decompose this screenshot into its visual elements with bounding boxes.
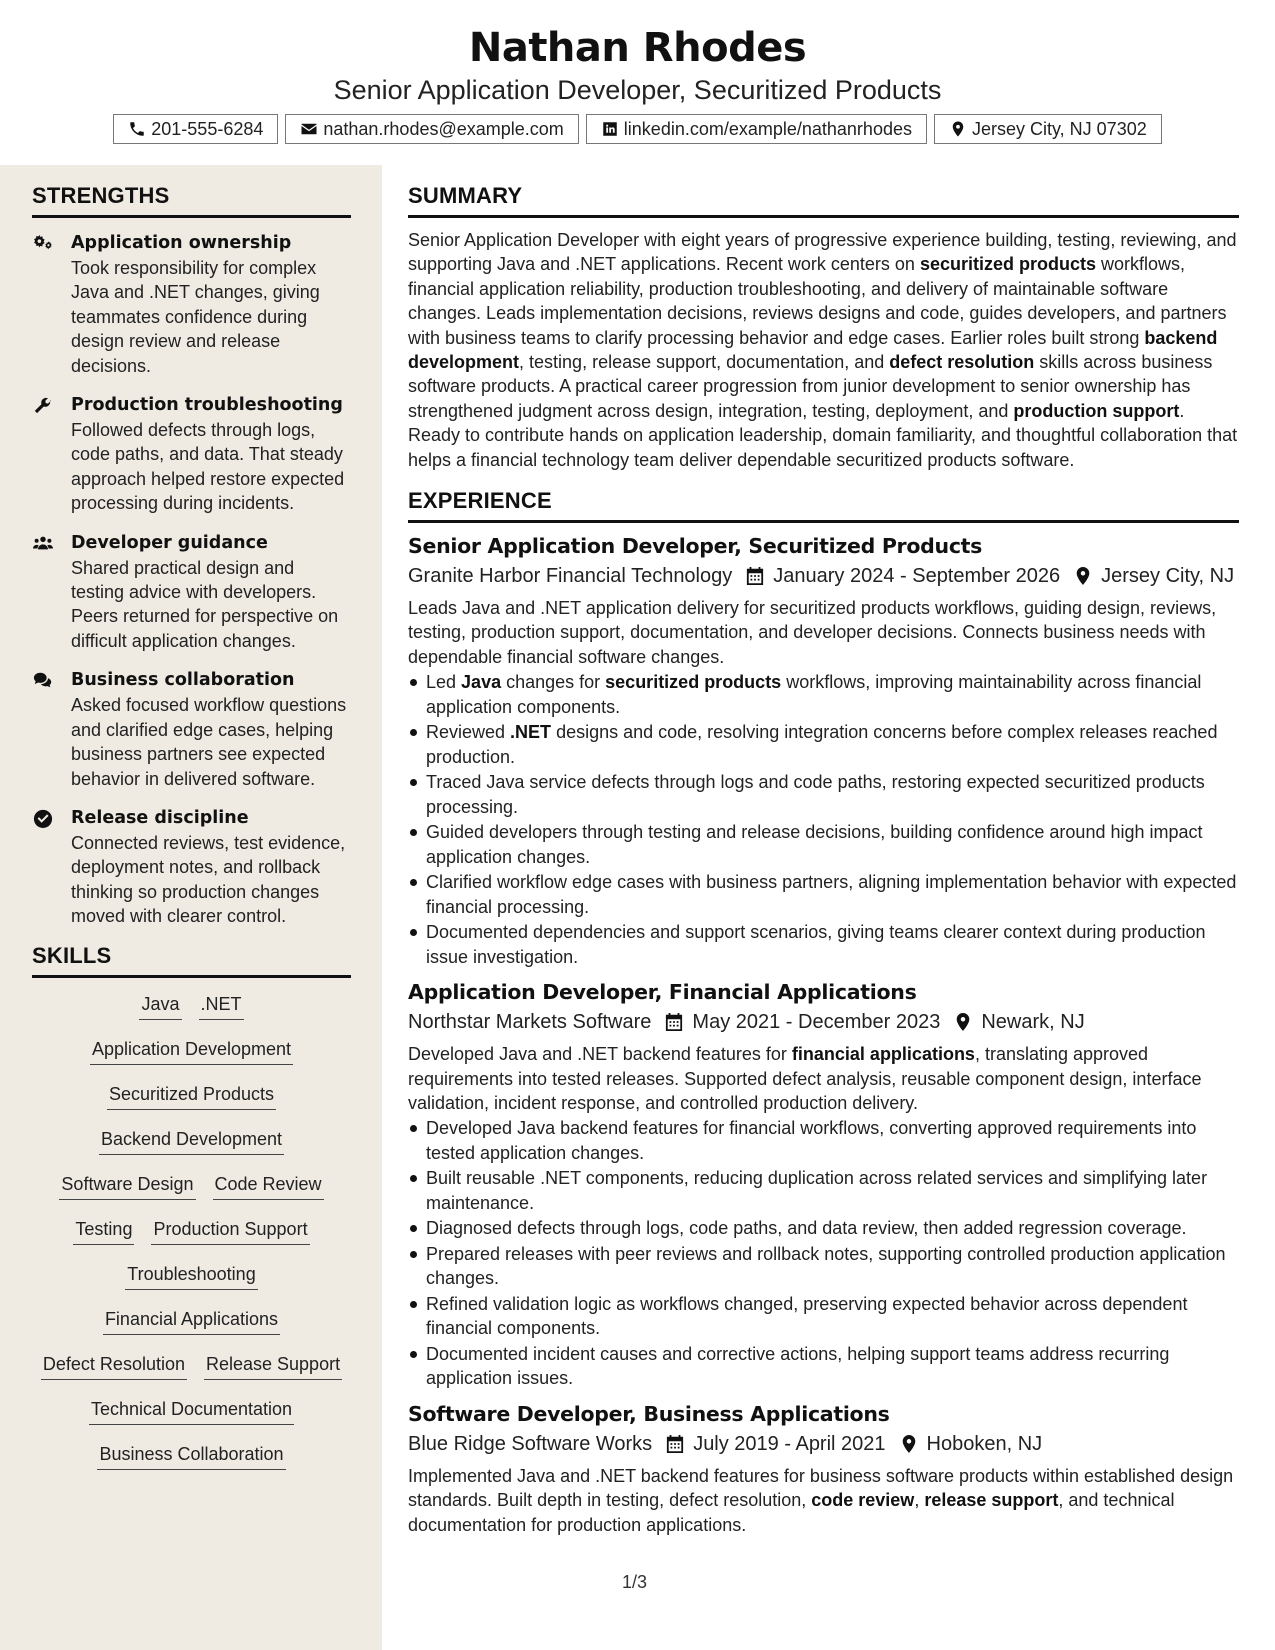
strength-title: Developer guidance bbox=[71, 532, 268, 553]
linkedin-text: linkedin.com/example/nathanrhodes bbox=[623, 118, 912, 139]
skill-tag: Code Review bbox=[213, 1172, 324, 1200]
job-bullet bbox=[408, 720, 1239, 769]
skill-tag: Financial Applications bbox=[103, 1307, 280, 1335]
skills-heading: SKILLS bbox=[32, 943, 351, 978]
calendar-icon bbox=[665, 1012, 683, 1032]
job-description bbox=[408, 1042, 1239, 1115]
text-run: Prepared releases with peer reviews and rollback notes, supporting controlled production application changes. bbox=[426, 1243, 1226, 1289]
text-run: Leads Java and .NET application delivery for securitized products workflows, guiding design, reviews, testing, production support, documentation, and developer decisions. Connects business needs with dependable financial software changes. bbox=[408, 598, 1217, 667]
strength-item bbox=[32, 805, 351, 929]
strength-description: Followed defects through logs, code paths, and data. That steady approach helped restore expected processing during incidents. bbox=[71, 420, 345, 514]
skill-row bbox=[32, 1172, 351, 1217]
strength-item bbox=[32, 530, 351, 654]
strength-title: Release discipline bbox=[71, 807, 249, 828]
comments-icon bbox=[32, 667, 71, 791]
job-location: Hoboken, NJ bbox=[926, 1432, 1043, 1455]
text-run: , translating approved requirements into tested releases. Supported defect analysis, reusable component design, interface validation, incident response, and controlled production delivery. bbox=[408, 1044, 1202, 1113]
job-location-group bbox=[900, 1429, 1043, 1459]
emphasized-text: backend development bbox=[408, 327, 1218, 373]
skill-tag: Testing bbox=[73, 1217, 134, 1245]
job-entry bbox=[408, 977, 1239, 1391]
experience-list bbox=[408, 531, 1239, 1537]
strength-item bbox=[32, 667, 351, 791]
strength-description: Took responsibility for complex Java and .NET changes, giving teammates confidence during design review and release decisions. bbox=[71, 258, 320, 376]
emphasized-text: .NET bbox=[510, 722, 552, 743]
users-icon bbox=[32, 530, 71, 654]
text-run: , testing, release support, documentation, and bbox=[519, 352, 890, 373]
emphasized-text: securitized products bbox=[605, 672, 782, 693]
job-bullet bbox=[408, 1342, 1239, 1391]
emphasized-text: financial applications bbox=[791, 1044, 975, 1065]
skill-row bbox=[32, 1397, 351, 1442]
strength-description: Shared practical design and testing advice with developers. Peers returned for perspective on difficult application changes. bbox=[71, 557, 339, 651]
job-role: Software Developer, Business Applications bbox=[408, 1401, 890, 1426]
contact-bar bbox=[0, 114, 1275, 144]
contact-linkedin[interactable] bbox=[586, 114, 927, 144]
job-location-group bbox=[954, 1007, 1084, 1037]
job-bullet bbox=[408, 1242, 1239, 1291]
emphasized-text: defect resolution bbox=[889, 352, 1035, 373]
phone-text: 201-555-6284 bbox=[151, 118, 264, 139]
candidate-name: Nathan Rhodes bbox=[468, 25, 807, 71]
job-dates-group bbox=[746, 561, 1060, 591]
emphasized-text: code review bbox=[811, 1490, 915, 1511]
job-bullet bbox=[408, 820, 1239, 869]
text-run: Senior Application Developer with eight years of progressive experience building, testing, reviewing, and supporting Java and .NET applications. Recent work centers on bbox=[408, 230, 1237, 275]
job-description bbox=[408, 1464, 1239, 1537]
job-bullet bbox=[408, 770, 1239, 819]
emphasized-text: release support bbox=[924, 1490, 1059, 1511]
strength-title: Production troubleshooting bbox=[71, 395, 343, 416]
job-company: Northstar Markets Software bbox=[408, 1011, 652, 1034]
job-dates: May 2021 - December 2023 bbox=[692, 1011, 941, 1034]
skill-tag: Securitized Products bbox=[107, 1082, 276, 1110]
job-dates-group bbox=[665, 1007, 940, 1037]
strength-item bbox=[32, 392, 351, 516]
text-run: changes for bbox=[501, 672, 606, 693]
contact-location[interactable] bbox=[934, 114, 1162, 144]
linkedin-icon bbox=[601, 120, 619, 138]
skill-tag: Application Development bbox=[90, 1037, 293, 1065]
skill-tag: .NET bbox=[199, 992, 244, 1020]
job-role: Application Developer, Financial Applications bbox=[408, 980, 917, 1005]
job-bullet bbox=[408, 1292, 1239, 1341]
job-dates: July 2019 - April 2021 bbox=[693, 1432, 886, 1455]
text-run: Refined validation logic as workflows changed, preserving expected behavior across dependent financial components. bbox=[426, 1293, 1188, 1339]
skill-row bbox=[32, 1352, 351, 1397]
job-bullet bbox=[408, 920, 1239, 969]
skill-tag: Backend Development bbox=[99, 1127, 284, 1155]
job-bullet bbox=[408, 1216, 1239, 1240]
map-marker-icon bbox=[949, 120, 967, 138]
strength-body bbox=[71, 805, 351, 929]
strengths-list bbox=[32, 230, 351, 929]
resume-header bbox=[0, 0, 1275, 165]
job-bullets bbox=[408, 670, 1239, 969]
candidate-title: Senior Application Developer, Securitized Products bbox=[333, 75, 942, 105]
text-run: Documented dependencies and support scenarios, giving teams clearer context during production issue investigation. bbox=[426, 922, 1206, 967]
job-entry bbox=[408, 531, 1239, 969]
phone-icon bbox=[128, 120, 146, 138]
strength-body bbox=[71, 530, 351, 654]
text-run: designs and code, resolving integration concerns before complex releases reached production. bbox=[426, 722, 1218, 767]
skill-tag: Software Design bbox=[59, 1172, 195, 1200]
map-marker-icon bbox=[900, 1434, 918, 1454]
job-meta bbox=[408, 1007, 1239, 1037]
emphasized-text: Java bbox=[461, 672, 502, 693]
summary-text bbox=[408, 228, 1239, 472]
strength-description: Connected reviews, test evidence, deployment notes, and rollback thinking so production changes moved with clearer control. bbox=[71, 832, 346, 927]
job-company: Blue Ridge Software Works bbox=[408, 1432, 653, 1455]
skill-tag: Business Collaboration bbox=[97, 1442, 285, 1470]
job-location: Jersey City, NJ bbox=[1101, 565, 1235, 588]
skill-row bbox=[32, 1262, 351, 1307]
calendar-icon bbox=[666, 1434, 684, 1454]
job-location: Newark, NJ bbox=[981, 1011, 1085, 1034]
text-run: skills across business software products. A practical career progression from junior development to senior ownership has strengthened judgment across design, integration, testing, deployment, and bbox=[408, 352, 1213, 421]
map-marker-icon bbox=[1074, 566, 1092, 586]
text-run: . Ready to contribute hands on application leadership, domain familiarity, and thoughtful collaboration that helps a financial technology team deliver dependable securitized products software. bbox=[408, 400, 1238, 470]
job-bullet bbox=[408, 1116, 1239, 1165]
main-column bbox=[382, 165, 1275, 1538]
text-run: Diagnosed defects through logs, code paths, and data review, then added regression coverage. bbox=[426, 1218, 1187, 1239]
text-run: Traced Java service defects through logs and code paths, restoring expected securitized products processing. bbox=[426, 772, 1205, 817]
skill-row bbox=[32, 1307, 351, 1352]
job-dates: January 2024 - September 2026 bbox=[773, 565, 1061, 588]
job-bullet bbox=[408, 670, 1239, 719]
strength-title: Application ownership bbox=[71, 233, 292, 253]
text-run: Reviewed bbox=[426, 722, 511, 743]
skill-row bbox=[32, 992, 351, 1037]
job-bullet bbox=[408, 870, 1239, 919]
map-marker-icon bbox=[954, 1012, 972, 1032]
job-meta bbox=[408, 1429, 1239, 1459]
job-dates-group bbox=[666, 1429, 885, 1459]
job-bullets bbox=[408, 1116, 1239, 1390]
job-role: Senior Application Developer, Securitized Products bbox=[408, 534, 983, 559]
job-description bbox=[408, 596, 1239, 669]
text-run: , and technical documentation for production applications. bbox=[408, 1490, 1175, 1535]
text-run: Guided developers through testing and release decisions, building confidence around high impact application changes. bbox=[426, 822, 1203, 867]
skill-row bbox=[32, 1127, 351, 1172]
wrench-icon bbox=[32, 392, 71, 516]
envelope-icon bbox=[300, 120, 318, 138]
calendar-icon bbox=[746, 566, 764, 586]
strength-body bbox=[71, 667, 351, 791]
job-entry bbox=[408, 1399, 1239, 1537]
skill-tag: Troubleshooting bbox=[125, 1262, 257, 1290]
text-run: workflows, improving maintainability across financial application components. bbox=[426, 672, 1202, 717]
check-circle-icon bbox=[32, 805, 71, 929]
skill-row bbox=[32, 1217, 351, 1262]
skill-row bbox=[32, 1082, 351, 1127]
location-text: Jersey City, NJ 07302 bbox=[971, 118, 1147, 139]
skill-row bbox=[32, 1442, 351, 1487]
text-run: Developed Java and .NET backend features for bbox=[408, 1044, 792, 1065]
strength-title: Business collaboration bbox=[71, 670, 295, 691]
text-run: Developed Java backend features for financial workflows, converting approved requirements into tested application changes. bbox=[426, 1118, 1197, 1163]
text-run: Led bbox=[426, 672, 462, 693]
experience-heading: EXPERIENCE bbox=[408, 488, 1239, 523]
emphasized-text: securitized products bbox=[919, 254, 1096, 275]
skill-tag: Release Support bbox=[204, 1352, 342, 1380]
skill-row bbox=[32, 1037, 351, 1082]
text-run: Clarified workflow edge cases with business partners, aligning implementation behavior with expected financial processing. bbox=[426, 872, 1237, 917]
strength-description: Asked focused workflow questions and clarified edge cases, helping business partners see expected behavior in delivered software. bbox=[71, 695, 347, 789]
skill-tag: Technical Documentation bbox=[89, 1397, 294, 1425]
contact-email[interactable] bbox=[285, 114, 578, 144]
strength-body bbox=[71, 230, 351, 378]
contact-phone[interactable] bbox=[113, 114, 278, 144]
text-run: workflows, financial application reliability, production troubleshooting, and delivery of maintainable software changes. Leads implementation decisions, reviews designs and code, guides developers, and partners with business teams to clarify processing behavior and edge cases. Earlier roles built strong bbox=[408, 254, 1227, 348]
job-company: Granite Harbor Financial Technology bbox=[408, 565, 733, 588]
strengths-heading: STRENGTHS bbox=[32, 183, 351, 218]
sidebar bbox=[0, 165, 382, 1650]
page-number: 1/3 bbox=[622, 1572, 648, 1592]
summary-heading: SUMMARY bbox=[408, 183, 1239, 218]
text-run: , bbox=[914, 1490, 925, 1511]
skill-tag: Defect Resolution bbox=[41, 1352, 187, 1380]
job-location-group bbox=[1074, 561, 1234, 591]
email-text: nathan.rhodes@example.com bbox=[323, 118, 564, 139]
skills-list bbox=[32, 992, 351, 1487]
text-run: Documented incident causes and corrective actions, helping support teams address recurring application issues. bbox=[426, 1343, 1170, 1389]
skill-tag: Production Support bbox=[151, 1217, 309, 1245]
job-meta bbox=[408, 561, 1239, 591]
gears-icon bbox=[32, 230, 71, 378]
text-run: Implemented Java and .NET backend features for business software products within established design standards. Built depth in testing, defect resolution, bbox=[408, 1465, 1234, 1511]
job-bullet bbox=[408, 1166, 1239, 1215]
text-run: Built reusable .NET components, reducing duplication across related services and simplifying later maintenance. bbox=[426, 1168, 1208, 1213]
strength-body bbox=[71, 392, 351, 516]
skill-tag: Java bbox=[139, 992, 181, 1020]
emphasized-text: production support bbox=[1013, 400, 1180, 421]
strength-item bbox=[32, 230, 351, 378]
